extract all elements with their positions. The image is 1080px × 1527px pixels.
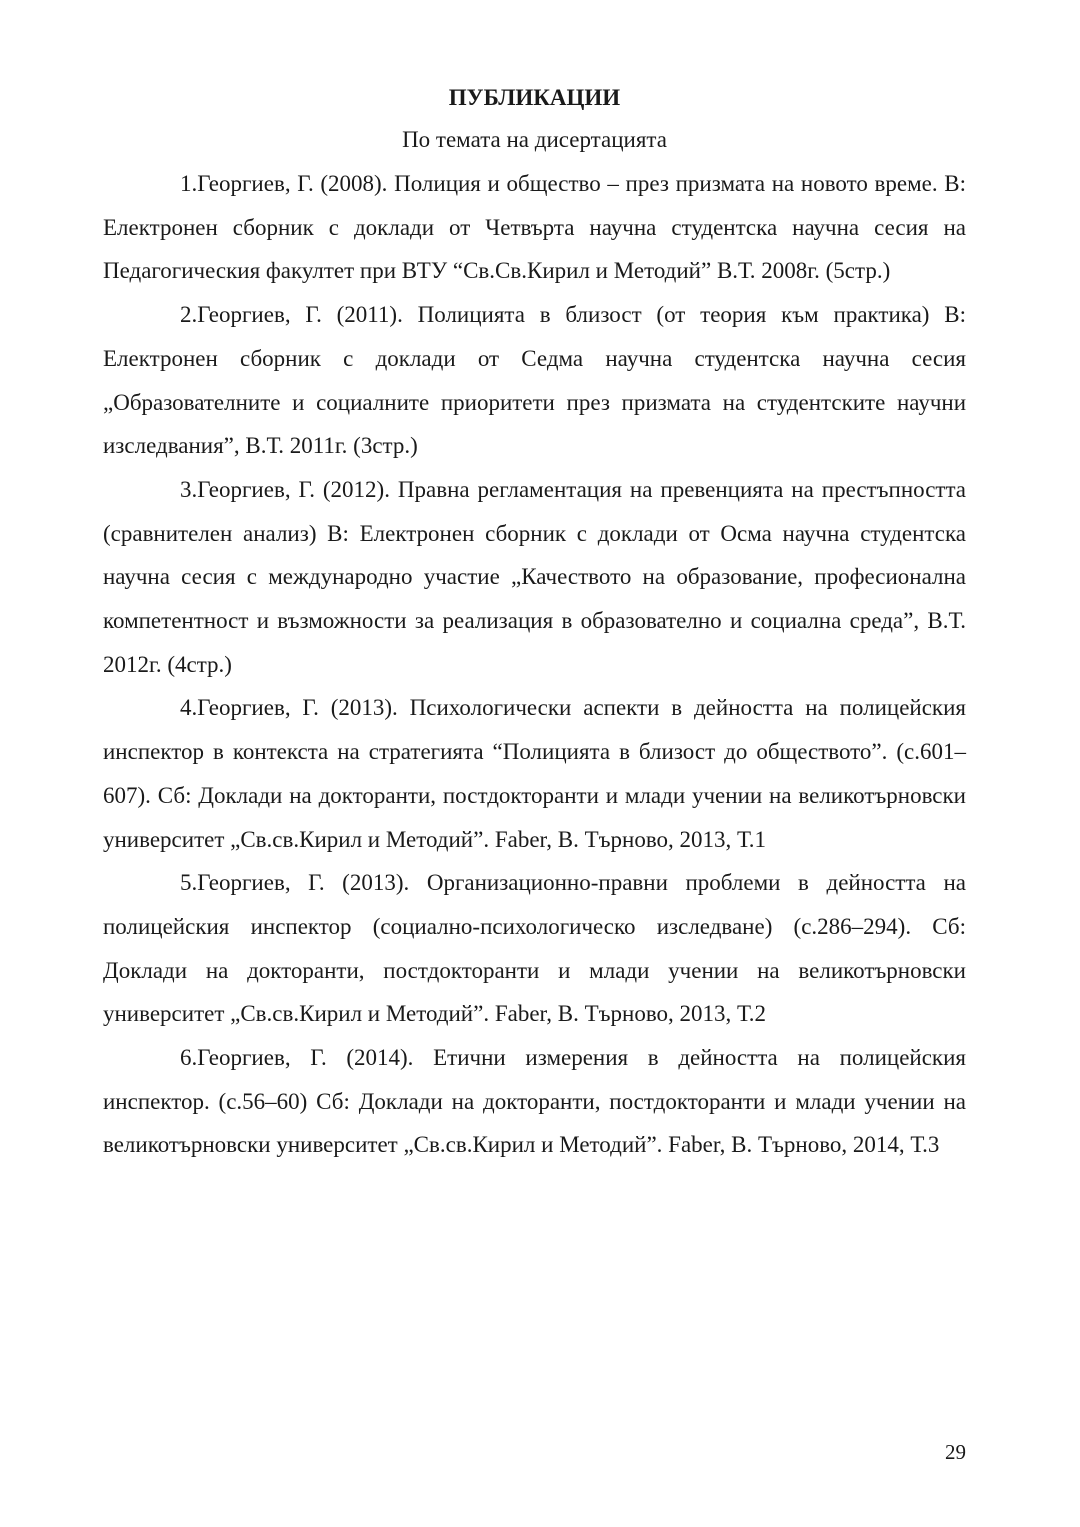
publication-entry-6: 6.Георгиев, Г. (2014). Етични измерения в дейността на полицейския инспектор. (с.56–60) Сб: Доклади на докторанти, постдокторанти и млади учении на великотърновски университет „Св.св.Кирил и Методий”. Faber, В. Търново, 2014, Т.3	[103, 1045, 966, 1158]
publication-entry-1: 1.Георгиев, Г. (2008). Полиция и общество – през призмата на новото време. В: Електронен сборник с доклади от Четвърта научна студентска научна сесия на Педагогическия факултет при ВТУ “Св.Св.Кирил и Методий” В.Т. 2008г. (5стр.)	[103, 171, 966, 284]
page-number: 29	[945, 1440, 966, 1464]
publication-entry-5: 5.Георгиев, Г. (2013). Организационно-правни проблеми в дейността на полицейския инспектор (социално-психологическо изследване) (с.286–294). Сб: Доклади на докторанти, постдокторанти и млади учении на великотърновски университет „Св.св.Кирил и Методий”. Faber, В. Търново, 2013, Т.2	[103, 870, 966, 1027]
publication-entry-3: 3.Георгиев, Г. (2012). Правна регламентация на превенцията на престъпността (сравнителен анализ) В: Електронен сборник с доклади от Осма научна студентска научна сесия с международно участие „Качеството на образование, професионална компетентност и възможности за реализация в образователно и социална среда”, В.Т. 2012г. (4стр.)	[103, 476, 966, 677]
page-title: ПУБЛИКАЦИИ	[448, 85, 621, 110]
document-page	[103, 82, 966, 1167]
page-subtitle: По темата на дисертацията	[402, 127, 667, 152]
publication-entry-2: 2.Георгиев, Г. (2011). Полицията в близост (от теория към практика) В: Електронен сборник с доклади от Седма научна студентска научна сесия „Образователните и социалните приоритети през призмата на студентските научни изследвания”, В.Т. 2011г. (3стр.)	[103, 302, 966, 459]
publication-entry-4: 4.Георгиев, Г. (2013). Психологически аспекти в дейността на полицейския инспектор в контекста на стратегията “Полицията в близост до обществото”. (с.601–607). Сб: Доклади на докторанти, постдокторанти и млади учении на великотърновски университет „Св.св.Кирил и Методий”. Faber, В. Търново, 2013, Т.1	[103, 695, 966, 852]
